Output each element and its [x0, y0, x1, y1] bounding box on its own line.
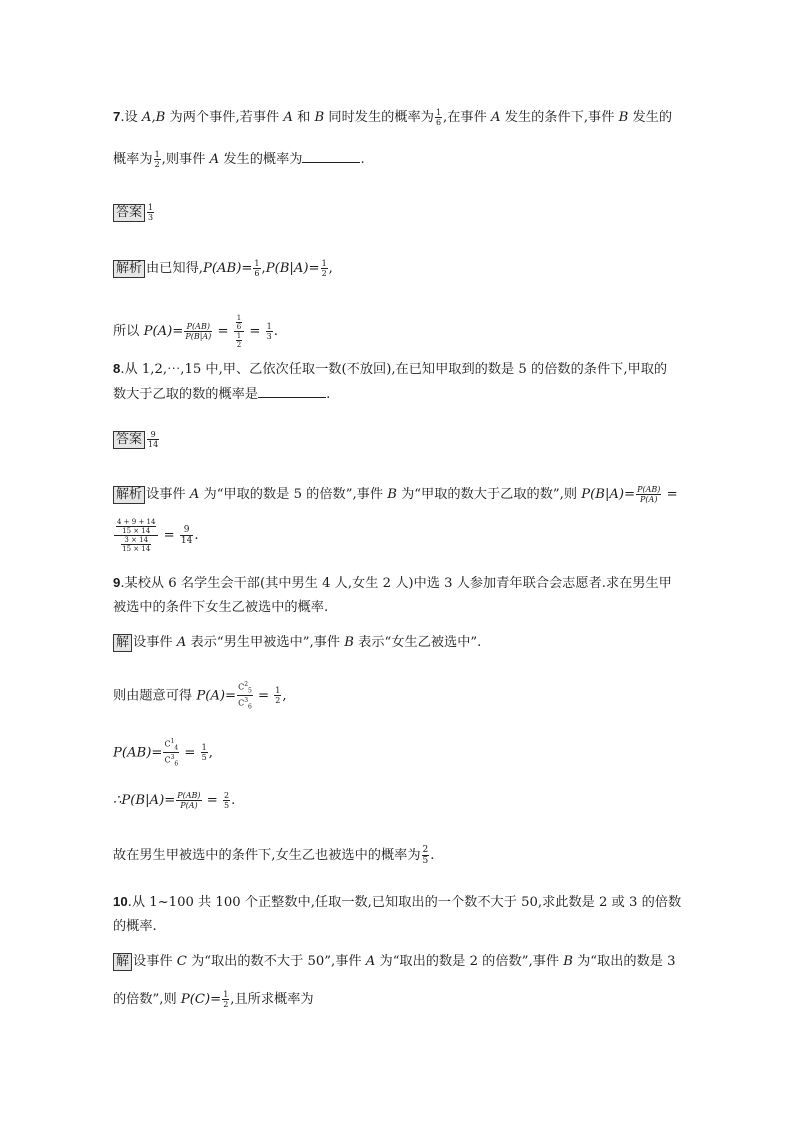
q7-text: .	[360, 152, 365, 167]
solution-text: 设事件	[133, 954, 177, 969]
q7-var: A	[209, 152, 220, 167]
analysis-text: 由已知得,	[146, 261, 203, 276]
analysis-text: =	[159, 528, 179, 543]
q7-fraction: $\frac{1}{2}$	[154, 150, 160, 169]
solution-math: B	[344, 635, 354, 650]
q7-text: 发生的概率为	[219, 152, 303, 167]
compound-fraction: $\frac{\frac{4 + 9 + 14}{15 \times 14}}{\frac{3 \times 14}{15 \times 14}}$	[114, 518, 158, 553]
solution-text: 故在男生甲被选中的条件下,女生乙也被选中的概率为	[113, 848, 421, 863]
q10-line-1	[113, 893, 681, 912]
q8-analysis-line-1	[113, 485, 678, 504]
analysis-text: .	[273, 324, 278, 339]
q7-fraction: $\frac{1}{6}$	[435, 108, 442, 127]
analysis-math: P(A)=	[143, 324, 184, 339]
q7-var: B	[314, 110, 325, 125]
analysis-text: 为“甲取的数大于乙取的数”,则	[396, 487, 582, 502]
q7-analysis-line-1	[113, 259, 333, 278]
q7-text: .设	[120, 110, 142, 125]
analysis-text: =	[662, 487, 678, 502]
solution-text: 为“取出的数是 3	[572, 954, 676, 969]
analysis-math: P(AB)=	[202, 261, 253, 276]
q9-solution-line-3	[113, 737, 213, 769]
q9-solution-line-5	[113, 845, 434, 866]
q7-text: 同时发生的概率为	[324, 110, 434, 125]
solution-math: P(A)=	[196, 688, 237, 704]
analysis-text: 所以	[113, 324, 144, 339]
solution-text: ,	[208, 745, 213, 761]
fraction: $\frac{P(AB)}{P(A)}$	[637, 485, 661, 504]
q9-solution-line-2	[113, 680, 287, 712]
analysis-text: ,	[261, 261, 266, 276]
solution-math: P(AB)=	[113, 745, 163, 761]
analysis-label: 解析	[113, 486, 145, 504]
q8-line-2	[113, 385, 330, 404]
q9-line-2	[113, 599, 328, 617]
q8-number: 8	[113, 361, 121, 376]
solution-text: 表示“女生乙被选中”.	[353, 635, 482, 650]
solution-text: 为“取出的数是 2 的倍数”,事件	[375, 954, 564, 969]
solution-math: A	[176, 635, 187, 650]
q7-answer-fraction: $\frac{1}{3}$	[148, 203, 154, 222]
q7-text: 发生的	[628, 110, 673, 125]
q7-var: A,B	[141, 110, 166, 125]
analysis-math: P(B|A)=	[265, 261, 320, 276]
solution-text: =	[180, 745, 200, 761]
q7-var: A	[490, 110, 501, 125]
q9-text: 被选中的条件下女生乙被选中的概率.	[113, 600, 329, 615]
fraction: $\frac{1}{2}$	[223, 990, 229, 1009]
analysis-text: =	[245, 324, 265, 339]
analysis-text: .	[194, 528, 199, 543]
solution-label: 解	[113, 953, 132, 971]
q10-text: .从 1~100 共 100 个正整数中,任取一数,已知取出的一个数不大于 50,求此数是 2 或 3 的倍数	[127, 895, 682, 910]
fraction: $\frac{2}{5}$	[223, 791, 230, 810]
fraction: $\frac{9}{14}$	[180, 525, 193, 546]
analysis-text: 为“甲取的数是 5 的倍数”,事件	[199, 487, 388, 502]
solution-text: =	[202, 793, 222, 808]
q10-number: 10	[113, 894, 128, 909]
analysis-text: 设事件	[146, 487, 190, 502]
q8-line-1	[113, 360, 667, 379]
answer-label: 答案	[113, 431, 145, 449]
analysis-math: P(B|A)=	[581, 487, 636, 502]
q7-line-2	[113, 150, 365, 169]
solution-math: B	[563, 954, 573, 969]
analysis-label: 解析	[113, 260, 145, 278]
fraction: $\frac{1}{2}$	[321, 259, 327, 278]
q7-text: ,则事件	[161, 152, 210, 167]
compound-fraction: $\frac{\frac{1}{6}}{\frac{1}{2}}$	[234, 314, 244, 349]
analysis-text: =	[213, 324, 233, 339]
q9-solution-line-4	[113, 791, 235, 810]
fraction: $\frac{1}{6}$	[254, 259, 260, 278]
q9-text: .某校从 6 名学生会干部(其中男生 4 人,女生 2 人)中选 3 人参加青年联合会志愿者.求在男生甲	[120, 576, 672, 591]
q7-text: 概率为	[113, 152, 153, 167]
q7-text: 为两个事件,若事件	[165, 110, 284, 125]
q7-text: 发生的条件下,事件	[500, 110, 619, 125]
combination-fraction: $\frac{C^1_4}{C^3_6}$	[164, 738, 179, 768]
q9-line-1	[113, 574, 672, 593]
solution-text: 的倍数”,则	[113, 992, 181, 1007]
solution-text: 表示“男生甲被选中”,事件	[186, 635, 345, 650]
q7-analysis-line-2	[113, 314, 278, 349]
analysis-text: ,	[328, 261, 333, 276]
q7-var: A	[283, 110, 293, 125]
solution-text: ,且所求概率为	[230, 992, 314, 1007]
fraction: $\frac{1}{3}$	[266, 322, 272, 341]
q8-analysis-line-2	[113, 518, 199, 553]
solution-label: 解	[113, 634, 132, 652]
solution-text: 为“取出的数不大于 50”,事件	[186, 954, 366, 969]
fraction: $\frac{1}{5}$	[201, 743, 207, 763]
q9-solution-line-1	[113, 634, 481, 652]
q10-solution-line-2	[113, 990, 314, 1009]
solution-math: C	[176, 954, 187, 969]
q8-text: .	[326, 387, 331, 402]
q8-answer	[113, 430, 160, 449]
fraction: $\frac{1}{2}$	[275, 686, 281, 706]
solution-text: .	[231, 793, 236, 808]
q8-answer-fraction: $\frac{9}{14}$	[148, 430, 159, 449]
solution-text: ,	[282, 688, 287, 704]
solution-text: 则由题意可得	[113, 688, 197, 704]
solution-text: =	[253, 688, 274, 704]
q10-solution-line-1	[113, 953, 676, 971]
q10-text: 的概率.	[113, 919, 157, 934]
q8-answer-blank	[258, 385, 326, 398]
solution-math: P(C)=	[180, 992, 222, 1007]
q8-text: .从 1,2,⋯,15 中,甲、乙依次任取一数(不放回),在已知甲取到的数是 5 的倍数的条件下,甲取的	[120, 362, 668, 377]
q7-number: 7	[113, 109, 121, 124]
q7-var: B	[618, 110, 629, 125]
answer-label: 答案	[113, 204, 145, 222]
analysis-math: A	[189, 487, 200, 502]
q8-text: 数大于乙取的数的概率是	[113, 387, 259, 402]
fraction: $\frac{P(AB)}{P(A)}$	[177, 791, 201, 810]
q7-text: ,在事件	[443, 110, 491, 125]
fraction: $\frac{P(AB)}{P(B|A)}$	[185, 322, 212, 341]
solution-text: 设事件	[133, 635, 177, 650]
solution-text: .	[430, 848, 435, 863]
solution-math: ∴P(B|A)=	[113, 793, 176, 808]
combination-fraction: $\frac{C^2_5}{C^3_6}$	[238, 681, 252, 711]
q7-line-1	[113, 108, 672, 127]
analysis-math: B	[387, 487, 397, 502]
q7-text: 和	[292, 110, 315, 125]
q7-answer-blank	[302, 150, 360, 163]
q7-answer	[113, 203, 155, 222]
q9-number: 9	[113, 575, 121, 590]
fraction: $\frac{2}{5}$	[422, 845, 429, 866]
solution-math: A	[365, 954, 376, 969]
q10-line-2	[113, 918, 157, 936]
